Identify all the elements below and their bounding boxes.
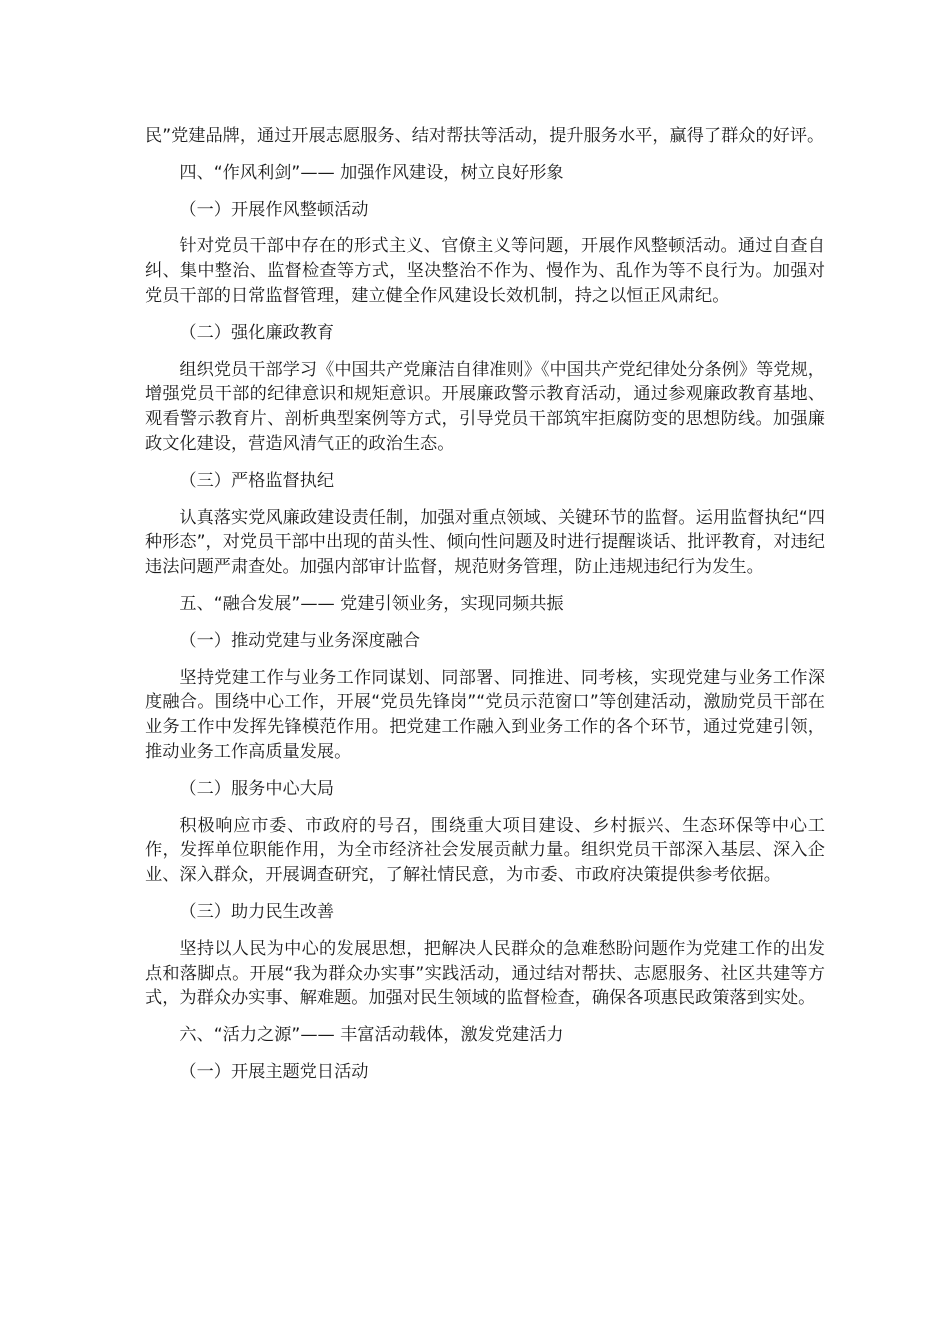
paragraph: 组织党员干部学习《中国共产党廉洁自律准则》《中国共产党纪律处分条例》等党规，增强党员干部的纪律意识和规矩意识。开展廉政警示教育活动，通过参观廉政教育基地、观看警示教育片、剖析典型案例等方式，引导党员干部筑牢拒腐防变的思想防线。加强廉政文化建设，营造风清气正的政治生态。 [145, 359, 825, 454]
paragraph: 认真落实党风廉政建设责任制，加强对重点领域、关键环节的监督。运用监督执纪“四种形态”，对党员干部中出现的苗头性、倾向性问题及时进行提醒谈话、批评教育，对违纪违法问题严肃查处。加强内部审计监督，规范财务管理，防止违规违纪行为发生。 [145, 507, 825, 578]
subsection-heading: （二）强化廉政教育 [179, 322, 335, 343]
document-body [145, 124, 825, 1097]
paragraph: 民”党建品牌，通过开展志愿服务、结对帮扶等活动，提升服务水平，赢得了群众的好评。 [145, 126, 825, 146]
paragraph: 坚持党建工作与业务工作同谋划、同部署、同推进、同考核，实现党建与业务工作深度融合。围绕中心工作，开展“党员先锋岗”“党员示范窗口”等创建活动，激励党员干部在业务工作中发挥先锋模范作用。把党建工作融入到业务工作的各个环节，通过党建引领，推动业务工作高质量发展。 [145, 667, 825, 762]
paragraph: 坚持以人民为中心的发展思想，把解决人民群众的急难愁盼问题作为党建工作的出发点和落脚点。开展“我为群众办实事”实践活动，通过结对帮扶、志愿服务、社区共建等方式，为群众办实事、解难题。加强对民生领域的监督检查，确保各项惠民政策落到实处。 [145, 938, 825, 1009]
section-heading: 五、“融合发展”—— 党建引领业务，实现同频共振 [179, 593, 564, 614]
paragraph: 积极响应市委、市政府的号召，围绕重大项目建设、乡村振兴、生态环保等中心工作，发挥单位职能作用，为全市经济社会发展贡献力量。组织党员干部深入基层、深入企业、深入群众，开展调查研究，了解社情民意，为市委、市政府决策提供参考依据。 [145, 815, 825, 886]
subsection-heading: （三）严格监督执纪 [179, 470, 335, 491]
subsection-heading: （一）推动党建与业务深度融合 [179, 630, 421, 651]
subsection-heading: （一）开展作风整顿活动 [179, 199, 369, 220]
subsection-heading: （一）开展主题党日活动 [179, 1061, 369, 1082]
section-heading: 四、“作风利剑”—— 加强作风建设，树立良好形象 [179, 162, 564, 183]
section-heading: 六、“活力之源”—— 丰富活动载体，激发党建活力 [179, 1025, 564, 1046]
paragraph: 针对党员干部中存在的形式主义、官僚主义等问题，开展作风整顿活动。通过自查自纠、集中整治、监督检查等方式，坚决整治不作为、慢作为、乱作为等不良行为。加强对党员干部的日常监督管理，建立健全作风建设长效机制，持之以恒正风肃纪。 [145, 236, 825, 306]
subsection-heading: （二）服务中心大局 [179, 778, 335, 799]
subsection-heading: （三）助力民生改善 [179, 901, 335, 922]
